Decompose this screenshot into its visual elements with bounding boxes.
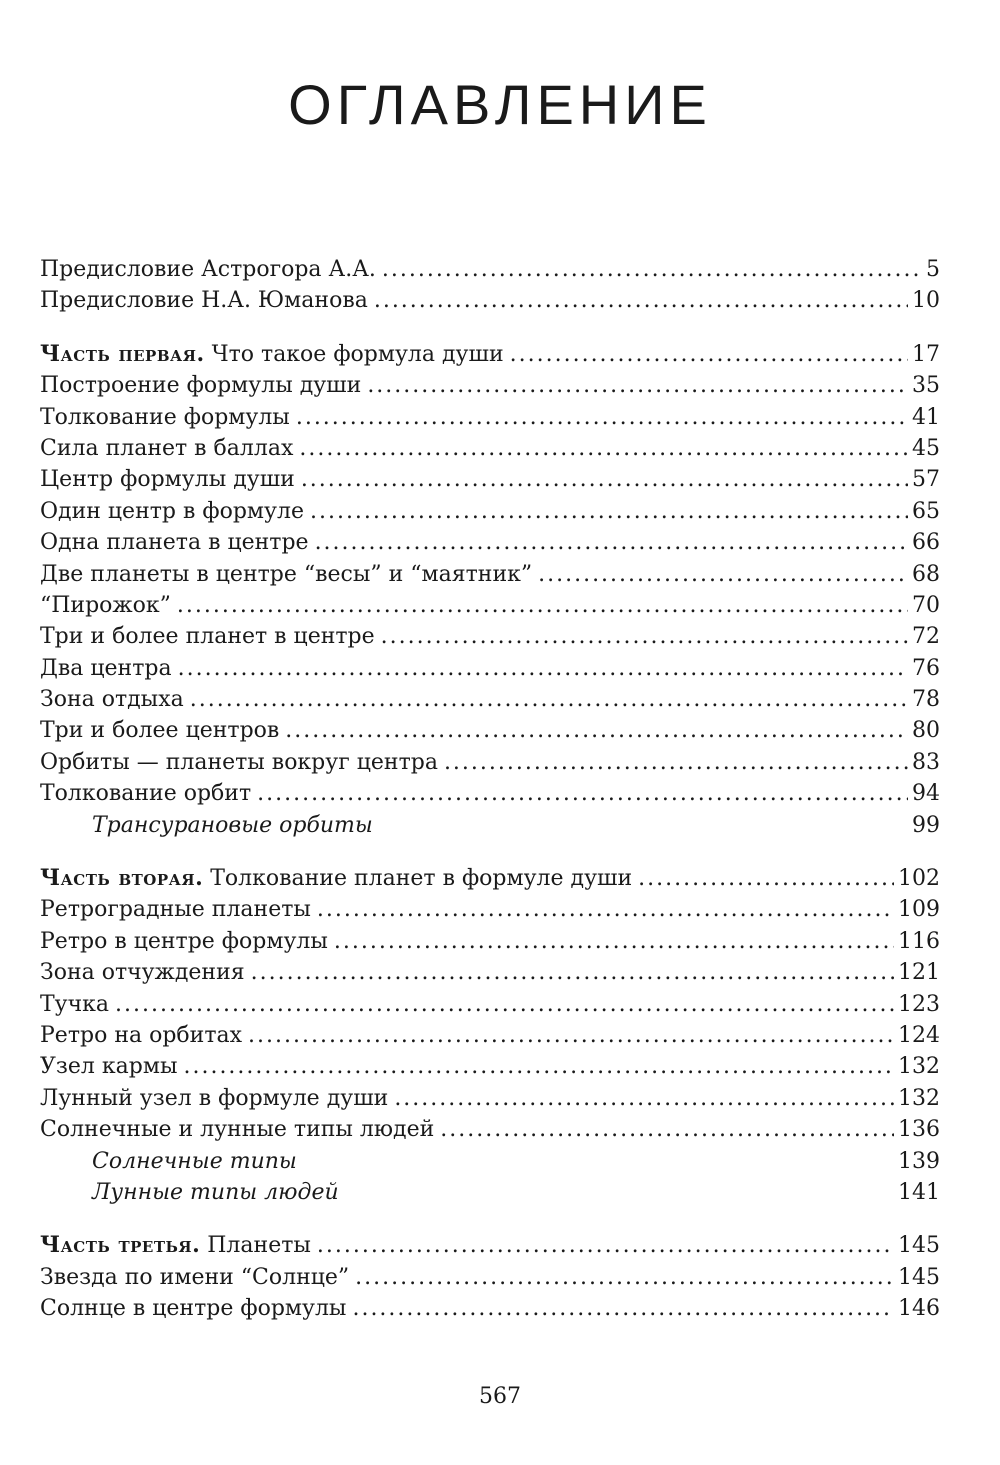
dot-leader	[301, 464, 908, 495]
toc-entry-text: Тучка	[40, 991, 110, 1017]
part-label: Часть первая.	[40, 340, 205, 367]
toc-entry-page: 124	[898, 1022, 940, 1048]
toc-entry-page: 17	[912, 341, 940, 367]
dot-leader	[251, 957, 894, 988]
toc-entry-page: 94	[912, 781, 940, 807]
toc-entry-text: Две планеты в центре “весы” и “маятник”	[40, 561, 533, 587]
section-gap	[40, 1208, 940, 1230]
dot-leader	[257, 778, 908, 809]
toc-entry-text: Толкование орбит	[40, 781, 252, 807]
toc-entry	[40, 1114, 940, 1145]
toc-entry	[40, 527, 940, 558]
toc-entry-page: 76	[912, 655, 940, 681]
dot-leader	[355, 1262, 894, 1293]
toc-entry	[40, 1083, 940, 1114]
toc-entry	[40, 559, 940, 590]
dot-leader	[538, 559, 908, 590]
toc-entry-page: 5	[926, 257, 940, 282]
toc-part-heading	[40, 1230, 940, 1261]
toc-entry	[40, 989, 940, 1020]
dot-leader	[177, 590, 908, 621]
toc-entry-text: Толкование формулы	[40, 404, 290, 430]
toc-entry-page: 136	[898, 1117, 940, 1143]
toc-entry	[40, 653, 940, 684]
toc-entry-text: “Пирожок”	[40, 592, 171, 618]
toc-entry	[40, 684, 940, 715]
toc-entry-text: Звезда по имени “Солнце”	[40, 1264, 350, 1290]
dot-leader	[382, 254, 922, 285]
toc-entry-page: 132	[898, 1085, 940, 1111]
dot-leader	[440, 1114, 894, 1145]
toc-entry-text: Что такое формула души	[211, 341, 504, 367]
toc-part-heading	[40, 863, 940, 894]
dot-leader	[317, 894, 894, 925]
toc-entry-text: Одна планета в центре	[40, 530, 309, 556]
toc-entry	[40, 496, 940, 527]
dot-leader	[367, 370, 908, 401]
dot-leader	[394, 1083, 894, 1114]
toc-entry-page: 41	[912, 404, 940, 430]
toc-entry-page: 70	[912, 592, 940, 618]
dot-leader	[334, 926, 894, 957]
toc-entry-page: 78	[912, 687, 940, 713]
toc-entry-page: 145	[898, 1264, 940, 1290]
dot-leader	[444, 747, 908, 778]
toc-entry-text: Орбиты — планеты вокруг центра	[40, 749, 438, 775]
toc-entry-page: 35	[912, 373, 940, 399]
dot-leader	[374, 285, 908, 316]
dot-leader	[638, 863, 894, 894]
toc-entry-page: 45	[912, 435, 940, 461]
toc-subentry	[40, 1177, 940, 1208]
dot-leader	[510, 339, 908, 370]
dot-leader	[310, 496, 908, 527]
toc-entry	[40, 464, 940, 495]
dot-leader	[315, 527, 908, 558]
dot-leader	[317, 1230, 894, 1261]
toc-entry	[40, 285, 940, 316]
toc-entry-page: 10	[912, 288, 940, 314]
toc-entry	[40, 894, 940, 925]
section-gap	[40, 317, 940, 339]
toc-entry-text: Два центра	[40, 655, 172, 681]
part-label: Часть третья.	[40, 1232, 201, 1259]
part-label: Часть вторая.	[40, 865, 204, 892]
toc-entry-text: Солнечные типы	[92, 1148, 297, 1174]
toc-entry	[40, 747, 940, 778]
toc-entry-text: Предисловие Астрогора А.А.	[40, 257, 376, 282]
toc-entry-text: Трансурановые орбиты	[92, 812, 373, 838]
toc-entry-page: 141	[898, 1179, 940, 1205]
dot-leader	[248, 1020, 894, 1051]
toc-entry-page: 139	[898, 1148, 940, 1174]
toc-entry-text: Центр формулы души	[40, 467, 295, 493]
page-number: 567	[479, 1384, 521, 1409]
toc-entry-text: Один центр в формуле	[40, 498, 304, 524]
toc-entry	[40, 778, 940, 809]
toc-entry-page: 102	[898, 866, 940, 892]
toc-entry-text: Лунные типы людей	[92, 1179, 339, 1205]
dot-leader	[178, 653, 908, 684]
toc-entry-page: 146	[898, 1296, 940, 1322]
dot-leader	[183, 1051, 894, 1082]
toc-entry-page: 121	[898, 960, 940, 986]
toc-part-heading	[40, 339, 940, 370]
toc-entry-text: Зона отчуждения	[40, 960, 245, 986]
toc-entry-text: Солнечные и лунные типы людей	[40, 1117, 435, 1143]
toc-entry-page: 80	[912, 718, 940, 744]
section-gap	[40, 841, 940, 863]
toc-subentry	[40, 1146, 940, 1177]
toc-entry-text: Сила планет в баллах	[40, 435, 294, 461]
toc-entry-text: Ретроградные планеты	[40, 897, 311, 923]
toc-entry-text: Планеты	[207, 1233, 311, 1259]
toc-entry	[40, 715, 940, 746]
toc-subentry	[40, 810, 940, 841]
toc-entry-page: 132	[898, 1054, 940, 1080]
toc-entry	[40, 1262, 940, 1293]
toc-entry-text: Узел кармы	[40, 1054, 178, 1080]
dot-leader	[296, 402, 908, 433]
table-of-contents	[40, 254, 940, 1325]
toc-entry	[40, 1051, 940, 1082]
toc-entry-page: 65	[912, 498, 940, 524]
toc-entry	[40, 926, 940, 957]
toc-entry	[40, 957, 940, 988]
toc-entry-page: 72	[912, 624, 940, 650]
toc-title: ОГЛАВЛЕНИЕ	[288, 73, 712, 136]
toc-entry	[40, 254, 940, 285]
toc-entry	[40, 370, 940, 401]
dot-leader	[190, 684, 908, 715]
toc-entry-text: Ретро на орбитах	[40, 1022, 243, 1048]
dot-leader	[381, 621, 908, 652]
toc-entry-page: 68	[912, 561, 940, 587]
toc-entry-text: Зона отдыха	[40, 687, 184, 713]
toc-entry-page: 83	[912, 749, 940, 775]
toc-entry	[40, 402, 940, 433]
toc-entry-page: 99	[912, 812, 940, 838]
toc-entry-page: 116	[898, 928, 940, 954]
toc-entry-page: 145	[898, 1233, 940, 1259]
toc-entry-text: Предисловие Н.А. Юманова	[40, 288, 368, 314]
dot-leader	[299, 433, 908, 464]
toc-entry	[40, 433, 940, 464]
toc-entry-text: Построение формулы души	[40, 373, 362, 399]
dot-leader	[115, 989, 894, 1020]
toc-entry	[40, 621, 940, 652]
toc-entry	[40, 1020, 940, 1051]
toc-entry	[40, 1293, 940, 1324]
toc-entry-text: Три и более планет в центре	[40, 624, 375, 650]
toc-entry-page: 109	[898, 897, 940, 923]
toc-entry-text: Три и более центров	[40, 718, 280, 744]
dot-leader	[285, 715, 908, 746]
toc-entry-page: 123	[898, 991, 940, 1017]
toc-entry-text: Лунный узел в формуле души	[40, 1085, 389, 1111]
toc-entry-text: Толкование планет в формуле души	[210, 866, 633, 892]
toc-entry-text: Солнце в центре формулы	[40, 1296, 347, 1322]
toc-entry-page: 57	[912, 467, 940, 493]
toc-entry-page: 66	[912, 530, 940, 556]
toc-entry-text: Ретро в центре формулы	[40, 928, 328, 954]
dot-leader	[352, 1293, 894, 1324]
toc-entry	[40, 590, 940, 621]
